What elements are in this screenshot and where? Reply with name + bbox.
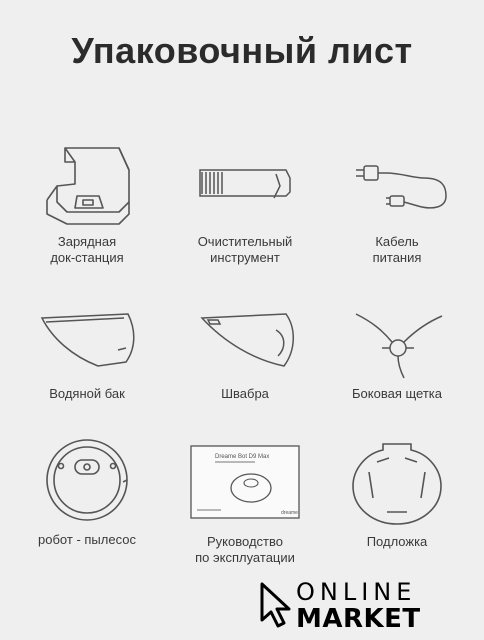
mop-icon [190,300,300,380]
page-title: Упаковочный лист [71,30,413,71]
robot-vacuum-icon [37,436,137,526]
brand-line-2: MARKET [296,604,421,634]
manual-icon [185,436,305,528]
item-label: Очиститель​ный инструмент [197,234,293,265]
item-cleaning-tool [170,140,320,266]
item-label: Кабель питания [372,234,422,265]
item-mop [170,300,320,402]
item-label: Руководство по эксплуатации [195,534,295,565]
cursor-icon [258,582,292,628]
item-label: Водяной бак [49,386,125,401]
item-label: Подложка [366,534,428,549]
item-mat [322,436,472,550]
water-tank-icon [32,300,142,380]
item-manual [170,436,320,566]
charging-dock-icon [37,140,137,228]
brand-logo [258,578,428,634]
item-label: робот - пылесос [38,532,136,547]
brand-line-1: ONLINE [296,578,417,606]
item-robot-vacuum [12,436,162,548]
item-label: Боковая щетка [352,386,442,401]
mat-icon [347,436,447,528]
item-label: Швабра [221,386,269,401]
item-label: Зарядная док-станция [50,234,124,265]
manual-brand-text: dreame [281,510,298,516]
side-brush-icon [342,300,452,380]
item-charging-dock [12,140,162,266]
manual-model-text: Dreame Bot D9 Max [215,454,270,460]
item-water-tank [12,300,162,402]
power-cable-icon [342,140,452,228]
cleaning-tool-icon [190,140,300,228]
item-side-brush [322,300,472,402]
item-power-cable [322,140,472,266]
